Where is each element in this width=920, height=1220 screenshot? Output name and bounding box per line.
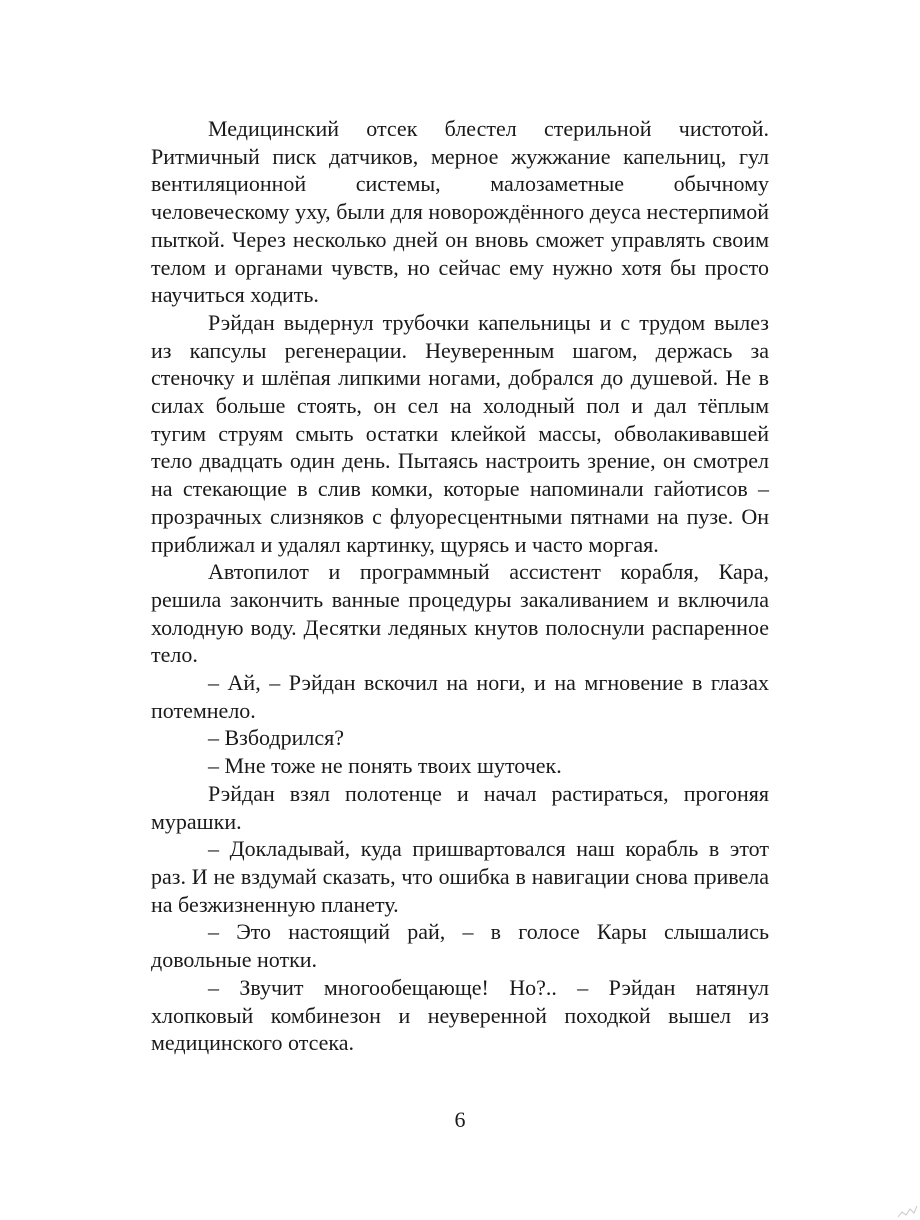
paragraph: – Звучит многообещающе! Но?.. – Рэйдан натянул хлопковый комбинезон и неуверенной походкой вышел из медицинского отсека. xyxy=(151,974,769,1056)
paragraph: – Взбодрился? xyxy=(208,725,345,751)
paragraph: – Мне тоже не понять твоих шуточек. xyxy=(208,753,562,779)
paragraph: – Докладывай, куда пришвартовался наш корабль в этот раз. И не вздумай сказать, что ошибка в навигации снова привела на безжизненную планету. xyxy=(151,836,769,917)
paragraph: – Это настоящий рай, – в голосе Кары слышались довольные нотки. xyxy=(151,919,769,973)
page-number: 6 xyxy=(454,1107,466,1132)
paragraph: Рэйдан выдернул трубочки капельницы и с трудом вылез из капсулы регенерации. Неуверенным шагом, держась за стеночку и шлёпая липкими ногами, добрался до душевой. Не в силах больше стоять, он сел на холодный пол и дал тёплым тугим струям смыть остатки клейкой массы, обволакивавшей тело двадцать один день. Пытаясь настроить зрение, он смотрел на стекающие в слив комки, которые напоминали гайотисов – прозрачных слизняков с флуоресцентными пятнами на пузе. Он приближал и удалял картинку, щурясь и часто моргая. xyxy=(151,309,769,557)
paragraph: – Ай, – Рэйдан вскочил на ноги, и на мгновение в глазах потемнело. xyxy=(151,670,769,723)
paragraph: Рэйдан взял полотенце и начал растираться, прогоняя мурашки. xyxy=(151,780,769,834)
paragraph: Медицинский отсек блестел стерильной чистотой. Ритмичный писк датчиков, мерное жужжание капельниц, гул вентиляционной системы, малозаметные обычному человеческому уху, были для новорождённого деуса нестерпимой пыткой. Через несколько дней он вновь сможет управлять своим телом и органами чувств, но сейчас ему нужно хотя бы просто научиться ходить. xyxy=(151,116,769,308)
paragraph: Автопилот и программный ассистент корабля, Кара, решила закончить ванные процедуры закаливанием и включила холодную воду. Десятки ледяных кнутов полоснули распаренное тело. xyxy=(151,559,769,668)
body-text xyxy=(151,115,769,1057)
page-corner-mark xyxy=(896,1204,918,1218)
